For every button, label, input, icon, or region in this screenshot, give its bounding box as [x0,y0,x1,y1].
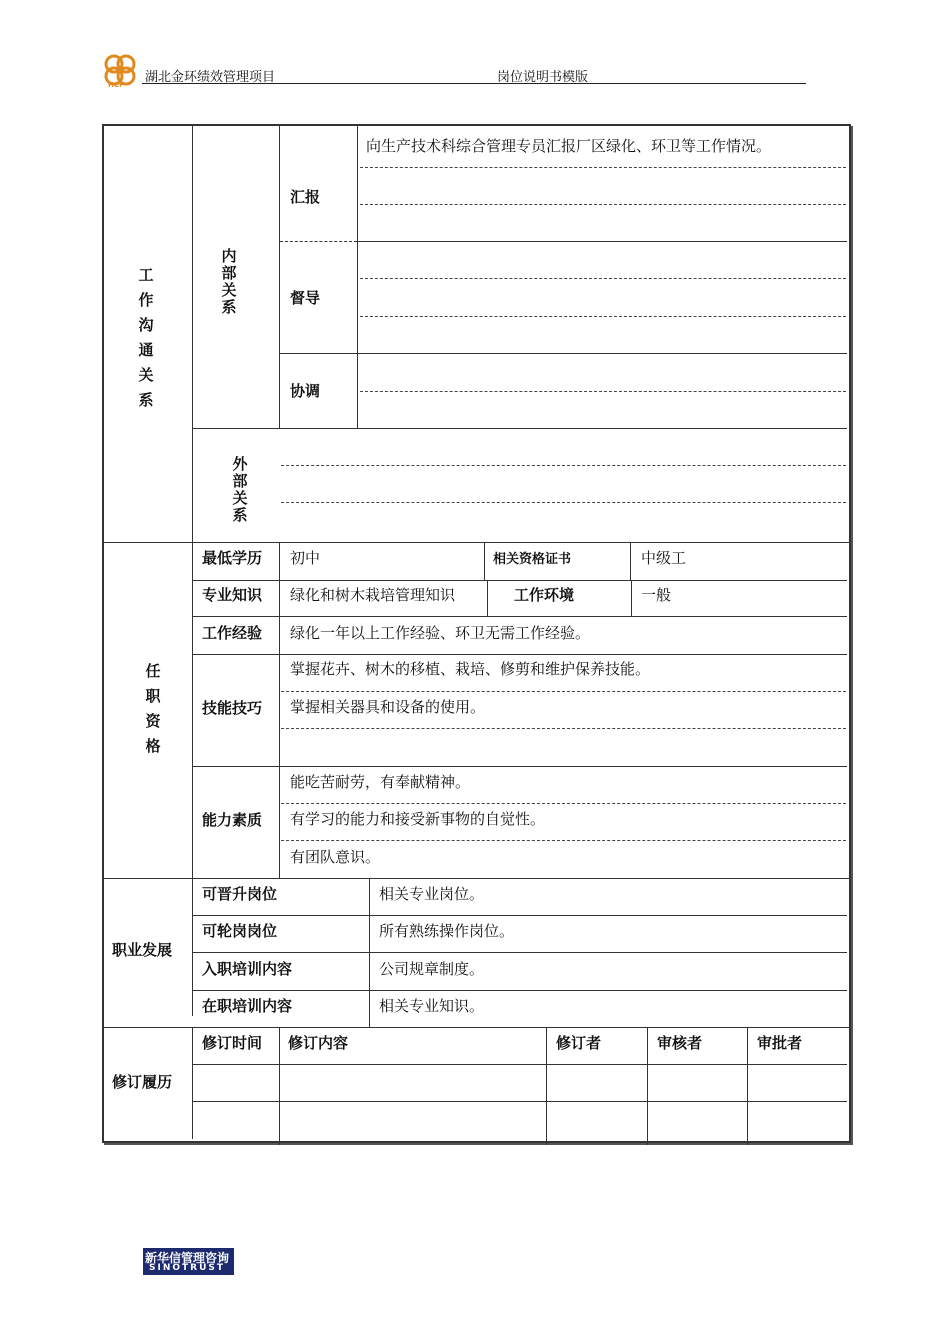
divider [487,580,488,616]
footer-logo-cn: 新华信管理咨询 [145,1251,230,1265]
divider [279,542,280,878]
section-divider [104,542,849,543]
min-edu-label: 最低学历 [202,549,263,567]
dashed-line [281,840,846,841]
career-row-value: 相关专业岗位。 [379,885,485,903]
career-row-value: 公司规章制度。 [379,960,485,978]
env-value: 一般 [641,586,672,604]
report-line-1: 向生产技术科综合管理专员汇报厂区绿化、环卫等工作情况。 [366,137,772,155]
ability-item: 能吃苦耐劳，有奉献精神。 [290,773,471,791]
knowledge-value: 绿化和树木栽培管理知识 [290,586,456,604]
revision-header: 修订内容 [288,1034,349,1052]
ability-item: 有学习的能力和接受新事物的自觉性。 [290,810,546,828]
divider [279,126,280,428]
section-label-revision: 修订履历 [112,1073,173,1091]
section-label-qualifications: 任职资格 [145,662,161,755]
revision-header: 修订时间 [202,1034,263,1052]
dashed-line [360,278,846,279]
external-relations-label: 外部关系 [232,455,248,524]
divider [192,616,847,617]
dashed-line [360,204,846,205]
skill-item: 掌握相关器具和设备的使用。 [290,698,486,716]
divider [631,580,632,616]
dashed-line [281,728,846,729]
footer-logo-en: SINOTRUST [149,1263,226,1273]
divider [279,1027,280,1145]
header-rule [142,83,806,84]
ability-label: 能力素质 [202,811,263,829]
divider [357,241,847,242]
section-label-communication: 工作沟通关系 [138,266,154,409]
revision-header: 修订者 [556,1034,602,1052]
knowledge-label: 专业知识 [202,586,263,604]
coordinate-label: 协调 [290,382,321,400]
career-row-value: 相关专业知识。 [379,997,485,1015]
revision-header: 审批者 [757,1034,803,1052]
cert-label: 相关资格证书 [493,552,572,567]
company-logo-icon [102,52,138,92]
section-divider [104,878,849,879]
divider [280,353,847,354]
dashed-line [281,691,846,692]
report-label: 汇报 [290,188,321,206]
dashed-line [360,316,846,317]
revision-header: 审核者 [657,1034,703,1052]
divider [192,654,847,655]
job-description-table [102,124,851,1143]
internal-relations-label: 内部关系 [221,247,237,316]
consultancy-logo [143,1248,234,1275]
divider [192,990,847,991]
divider [647,1027,648,1145]
exp-label: 工作经验 [202,624,263,642]
career-row-label: 可轮岗岗位 [202,922,278,940]
divider [357,126,358,428]
dashed-line [281,465,846,466]
divider [192,1064,847,1065]
dashed-line [360,167,846,168]
career-row-label: 入职培训内容 [202,960,293,978]
divider [192,915,847,916]
skills-label: 技能技巧 [202,699,263,717]
career-row-label: 在职培训内容 [202,997,293,1015]
exp-value: 绿化一年以上工作经验、环卫无需工作经验。 [290,624,591,642]
min-edu-value: 初中 [290,549,321,567]
career-row-value: 所有熟练操作岗位。 [379,922,515,940]
dashed-line [360,391,846,392]
divider [747,1027,748,1145]
header-company: 湖北金环绩效管理项目 [145,70,276,85]
cert-value: 中级工 [641,549,687,567]
supervise-label: 督导 [290,289,321,307]
section-label-career: 职业发展 [112,941,173,959]
skill-item: 掌握花卉、树木的移植、栽培、修剪和维护保养技能。 [290,660,651,678]
divider [192,428,847,429]
dashed-line [281,502,846,503]
divider [192,580,847,581]
dashed-divider [280,241,357,242]
env-label: 工作环境 [514,586,575,604]
ability-item: 有团队意识。 [290,848,381,866]
divider [630,542,631,580]
header-doc-title: 岗位说明书模版 [497,70,589,85]
divider [546,1027,547,1145]
divider [192,126,193,1016]
divider [192,1101,847,1102]
divider [192,766,847,767]
logo-text: HCF [108,81,124,89]
divider [484,542,485,580]
dashed-line [281,803,846,804]
section-divider [104,1027,849,1028]
divider [192,1027,193,1139]
divider [192,952,847,953]
career-row-label: 可晋升岗位 [202,885,278,903]
